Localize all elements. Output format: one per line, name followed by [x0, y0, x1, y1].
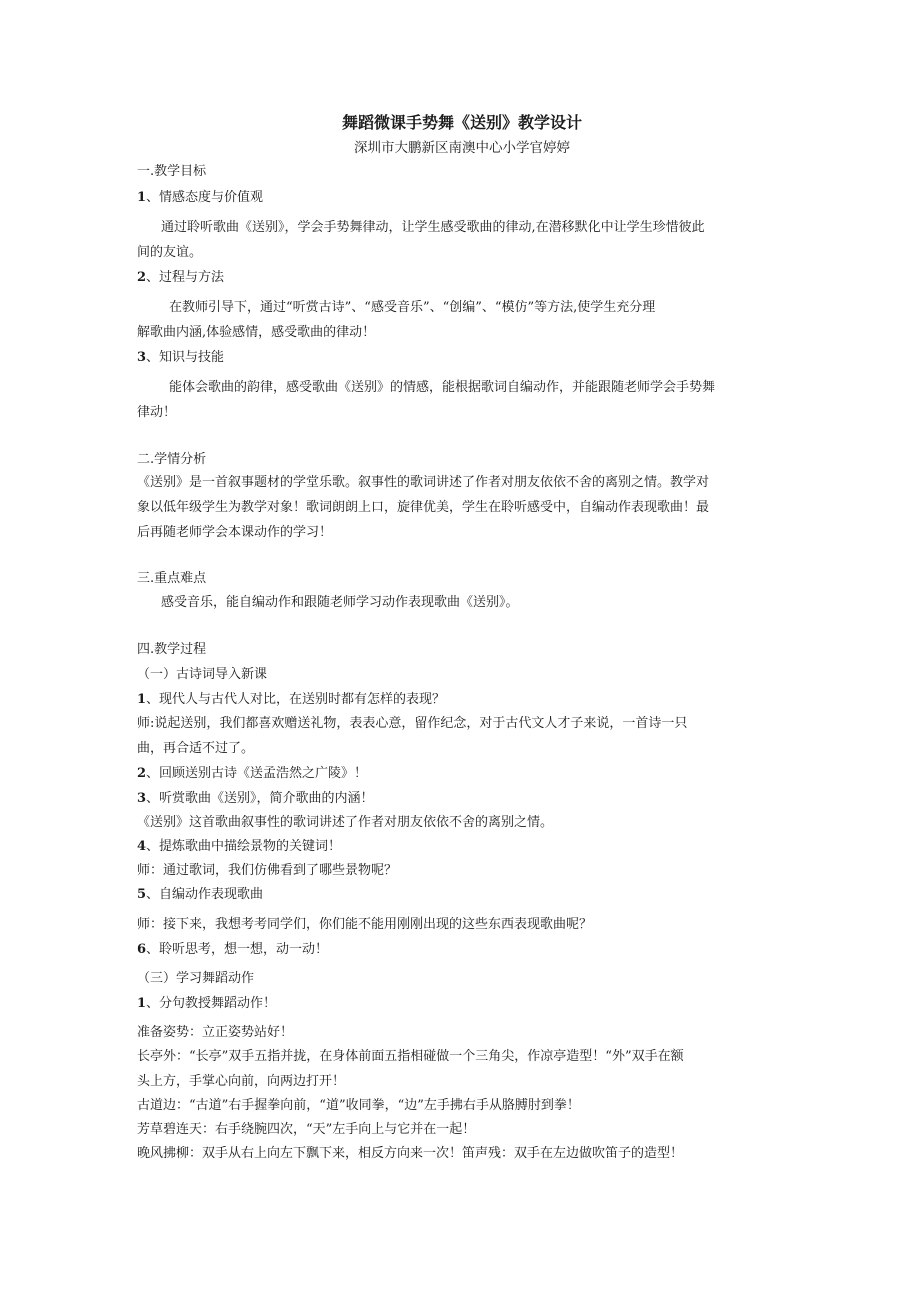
- section-heading-process: 四.教学过程: [137, 642, 207, 657]
- section-heading-goals: 一.教学目标: [137, 164, 207, 179]
- paragraph-line: 解歌曲内涵,体验感情，感受歌曲的律动！: [137, 325, 376, 340]
- paragraph-line: 师：通过歌词，我们仿佛看到了哪些景物呢？: [137, 863, 398, 878]
- document-title: 舞蹈微课手势舞《送别》教学设计: [341, 113, 582, 132]
- section-heading-key-points: 三.重点难点: [137, 571, 207, 586]
- subsection-heading: （三）学习舞蹈动作: [137, 971, 255, 986]
- paragraph-line: 后再随老师学会本课动作的学习！: [137, 525, 333, 540]
- list-item-heading: 4、提炼歌曲中描绘景物的关键词！: [137, 839, 342, 854]
- paragraph-line: 头上方，手掌心向前，向两边打开！: [137, 1074, 346, 1089]
- section-heading-analysis: 二.学情分析: [137, 452, 207, 467]
- list-item-heading: 5、自编动作表现歌曲: [137, 887, 264, 902]
- paragraph-line: 《送别》这首歌曲叙事性的歌词讲述了作者对朋友依依不舍的离别之情。: [137, 815, 554, 830]
- paragraph-line: 师:说起送别，我们都喜欢赠送礼物，表表心意，留作纪念，对于古代文人才子来说，一首诗一只: [137, 716, 688, 731]
- list-item-heading: 3、听赏歌曲《送别》，简介歌曲的内涵！: [137, 791, 374, 806]
- paragraph-line: 感受音乐，能自编动作和跟随老师学习动作表现歌曲《送别》。: [161, 595, 519, 610]
- paragraph-line: 《送别》是一首叙事题材的学堂乐歌。叙事性的歌词讲述了作者对朋友依依不舍的离别之情。教学对: [137, 475, 710, 490]
- paragraph-line: 芳草碧连天：右手绕腕四次，“天”左手向上与它并在一起！: [137, 1122, 476, 1137]
- paragraph-line: 准备姿势：立正姿势站好！: [137, 1025, 294, 1040]
- subsection-heading: （一）古诗词导入新课: [137, 667, 268, 682]
- list-item-heading: 1、情感态度与价值观: [137, 190, 264, 205]
- paragraph-line: 律动！: [137, 405, 177, 420]
- paragraph-line: 曲，再合适不过了。: [137, 741, 255, 756]
- list-item-heading: 2、过程与方法: [137, 270, 225, 285]
- list-item-heading: 3、知识与技能: [137, 350, 225, 365]
- list-item-heading: 2、回顾送别古诗《送孟浩然之广陵》！: [137, 766, 368, 781]
- paragraph-line: 晚风拂柳：双手从右上向左下飘下来，相反方向来一次！笛声残：双手在左边做吹笛子的造型！: [137, 1146, 684, 1161]
- paragraph-line: 间的友谊。: [137, 245, 203, 260]
- paragraph-line: 在教师引导下，通过“听赏古诗”、“感受音乐”、“创编”、“模仿”等方法,使学生充分理: [169, 300, 656, 315]
- list-item-heading: 1、分句教授舞蹈动作！: [137, 996, 277, 1011]
- list-item-heading: 6、聆听思考，想一想，动一动！: [137, 942, 329, 957]
- paragraph-line: 能体会歌曲的韵律，感受歌曲《送别》的情感，能根据歌词自编动作，并能跟随老师学会手势舞: [169, 380, 716, 395]
- list-item-heading: 1、现代人与古代人对比，在送别时都有怎样的表现？: [137, 692, 446, 707]
- author-line: 深圳市大鹏新区南澳中心小学官婷婷: [354, 140, 570, 156]
- paragraph-line: 古道边：“古道”右手握拳向前，“道”收同拳，“边”左手拂右手从胳膊肘到拳！: [137, 1098, 580, 1113]
- paragraph-line: 长亭外：“长亭”双手五指并拢，在身体前面五指相碰做一个三角尖，作凉亭造型！“外”双手在额: [137, 1049, 684, 1064]
- paragraph-line: 象以低年级学生为教学对象！歌词朗朗上口，旋律优美，学生在聆听感受中，自编动作表现歌曲！最: [137, 500, 710, 515]
- paragraph-line: 师：接下来，我想考考同学们，你们能不能用刚刚出现的这些东西表现歌曲呢？: [137, 917, 593, 932]
- paragraph-line: 通过聆听歌曲《送别》，学会手势舞律动，让学生感受歌曲的律动,在潜移默化中让学生珍惜彼此: [161, 220, 705, 235]
